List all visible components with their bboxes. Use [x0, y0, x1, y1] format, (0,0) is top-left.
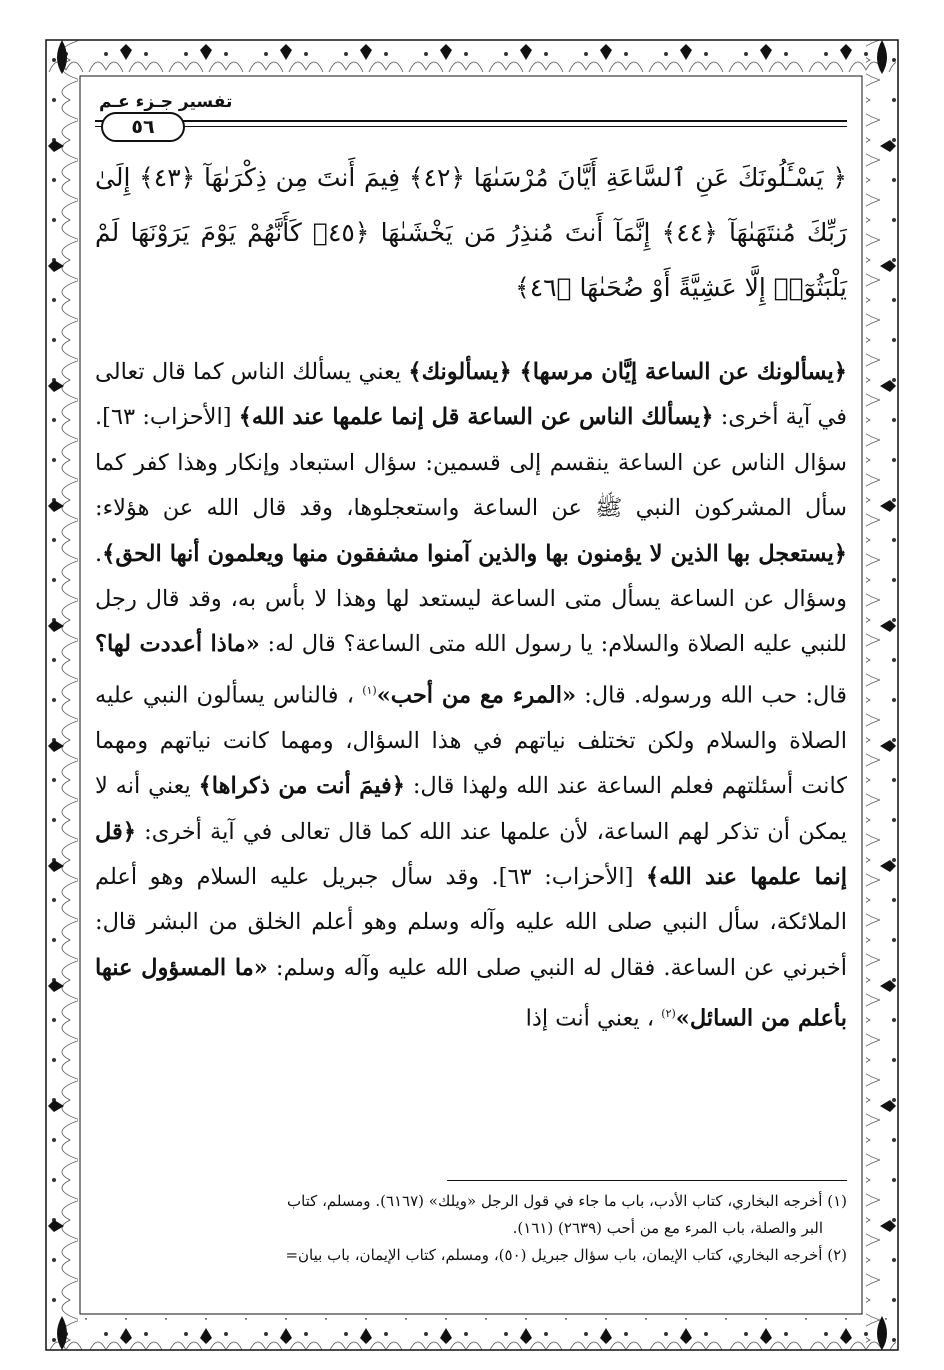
footnotes	[95, 1188, 847, 1269]
page-content	[95, 88, 847, 1318]
text-run: . وسؤال عن الساعة يسأل متى الساعة ليستعد لها وهذا لا بأس به، وقد قال رجل للنبي عليه الصلاة والسلام: يا رسول الله متى الساعة؟ قال له:	[95, 540, 848, 658]
text-run: ، يعني أنت إذا	[525, 1005, 662, 1032]
header-rule	[95, 120, 847, 122]
bold-quote: ﴿فيمَ أنت من ذكراها﴾	[198, 773, 405, 800]
bold-quote: ﴿يسألك الناس عن الساعة قل إنما علمها عند الله﴾	[238, 404, 714, 431]
commentary-text	[95, 350, 847, 1042]
text-run: يعني أنه لا يمكن أن تذكر لهم الساعة، لأن علمها عند الله كما قال تعالى في آية أخرى:	[95, 773, 847, 845]
footnote-2: (٢) أخرجه البخاري، كتاب الإيمان، باب سؤال جبريل (٥٠)، ومسلم، كتاب الإيمان، باب بيان=	[285, 1246, 847, 1264]
text-run: [الأحزاب: ٦٣]. سؤال الناس عن الساعة ينقسم إلى قسمين: سؤال استبعاد وإنكار وهذا كفر كما سأل المشركون النبي ﷺ عن الساعة واستعجلوها، وقد قال الله عن هؤلاء:	[95, 404, 847, 522]
text-run: [الأحزاب: ٦٣]. وقد سأل جبريل عليه السلام وهو أعلم الملائكة، سأل النبي صلى الله عليه وآله وسلم وهو أعلم الخلق من البشر قال: أخبرني عن الساعة. فقال له النبي صلى الله عليه وآله وسلم:	[95, 863, 847, 981]
bold-quote: «المرء مع من أحب»	[376, 682, 577, 709]
text-run: قال: حب الله ورسوله. قال:	[576, 682, 847, 709]
quran-verses: ﴿ يَسْـَٔلُونَكَ عَنِ ٱلسَّاعَةِ أَيَّانَ مُرْسَىٰهَا ﴿٤٢﴾ فِيمَ أَنتَ مِن ذِكْرَىٰهَآ ﴿٤٣﴾ إِلَىٰ رَبِّكَ مُنتَهَىٰهَآ ﴿٤٤﴾ إِنَّمَآ أَنتَ مُنذِرُ مَن يَخْشَىٰهَا ﴿٤٥﴾ كَأَنَّهُمْ يَوْمَ يَرَوْنَهَا لَمْ يَلْبَثُوٓا۟ إِلَّا عَشِيَّةً أَوْ ضُحَىٰهَا ﴿٤٦﴾	[95, 163, 847, 302]
bold-quote: ﴿يسألونك عن الساعة إيَّان مرسها﴾ ﴿يسألونك﴾	[408, 359, 847, 385]
text-run: ، فالناس يسألون النبي عليه الصلاة والسلام ولكن تختلف نياتهم في هذا السؤال، ومهما كانت نياتهم ومهما كانت أسئلتهم فعلم الساعة عند الله ولهذا قال:	[95, 682, 848, 800]
page-header	[95, 88, 847, 148]
header-rule-lower	[95, 126, 847, 127]
footnote-ref: (١)	[362, 683, 377, 697]
footnote-1: (١) أخرجه البخاري، كتاب الأدب، باب ما جاء في قول الرجل «ويلك» (٦١٦٧). ومسلم، كتاب	[286, 1192, 847, 1210]
footnote-ref: (٢)	[661, 1007, 676, 1021]
footnote-1-cont: البر والصلة، باب المرء مع من أحب (٢٦٣٩) (١٦١).	[512, 1219, 823, 1237]
bold-quote: «ما المسؤول عنها بأعلم من السائل»	[95, 954, 847, 1032]
book-title: تفسير جـزء عـم	[99, 92, 233, 112]
text-run: يعني يسألك الناس كما قال تعالى في آية أخرى:	[95, 359, 847, 431]
bold-quote: «ماذا أعددت لها؟	[95, 631, 260, 658]
footnote-separator	[447, 1180, 847, 1181]
bold-quote: ﴿قل إنما علمها عند الله﴾	[95, 818, 847, 890]
page-number: ٥٦	[101, 112, 185, 142]
bold-quote: ﴿يستعجل بها الذين لا يؤمنون بها والذين آمنوا مشفقون منها ويعلمون أنها الحق﴾	[102, 540, 847, 567]
